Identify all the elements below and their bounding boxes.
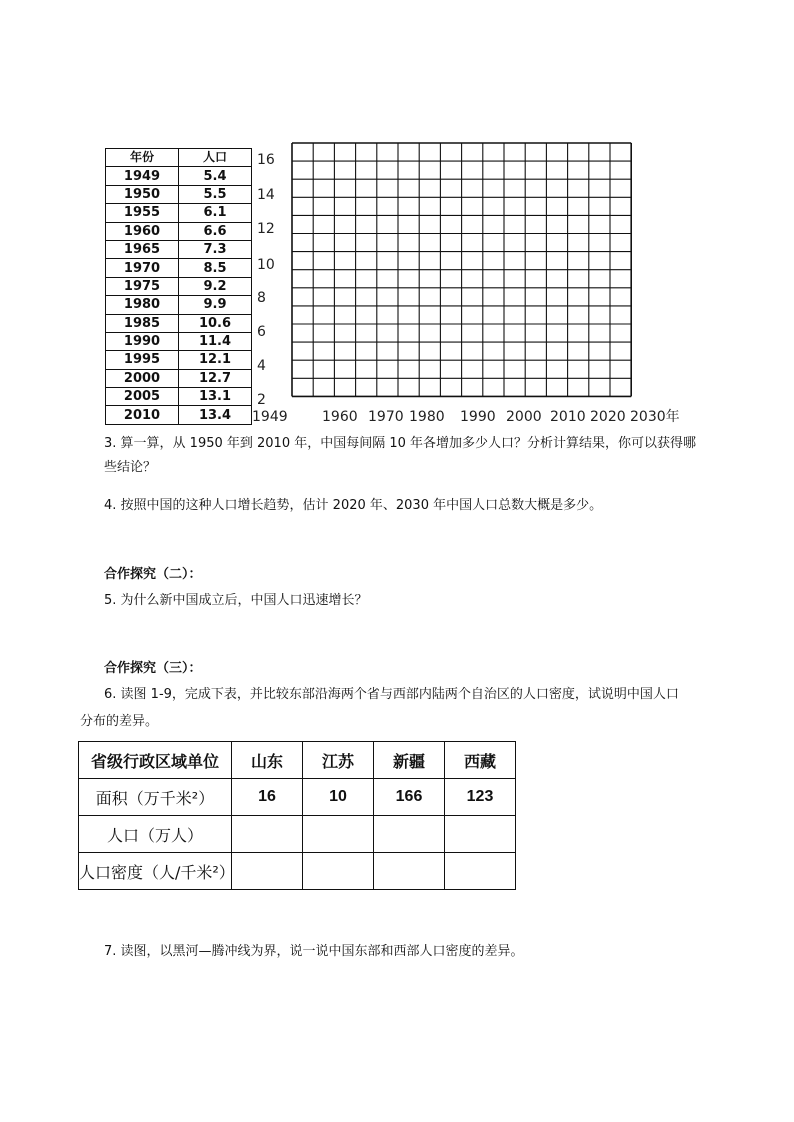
region-table-population-row: [79, 816, 516, 853]
region-density-table: [78, 741, 516, 890]
density-jiangsu-cell[interactable]: [303, 853, 374, 890]
population-table: [105, 148, 252, 425]
population-cell: 10.6: [179, 314, 252, 332]
y-axis-label: 8: [257, 290, 266, 306]
table-row: [106, 259, 252, 277]
population-cell: 7.3: [179, 240, 252, 258]
region-table-density-row: [79, 853, 516, 890]
year-cell: 1985: [106, 314, 179, 332]
population-cell: 5.5: [179, 185, 252, 203]
region-table-header-row: [79, 742, 516, 779]
year-cell: 1980: [106, 296, 179, 314]
year-cell: 1970: [106, 259, 179, 277]
population-xizang-cell[interactable]: [445, 816, 516, 853]
x-axis-label: 2030年: [630, 409, 680, 425]
population-cell: 9.9: [179, 296, 252, 314]
grid-lines: [292, 143, 631, 396]
year-cell: 1955: [106, 204, 179, 222]
population-jiangsu-cell[interactable]: [303, 816, 374, 853]
year-cell: 1995: [106, 351, 179, 369]
year-cell: 1950: [106, 185, 179, 203]
population-cell: 11.4: [179, 332, 252, 350]
population-cell: 6.1: [179, 204, 252, 222]
year-cell: 1960: [106, 222, 179, 240]
y-axis-label: 14: [257, 187, 275, 203]
question-3-line1: 3. 算一算，从 1950 年到 2010 年，中国每间隔 10 年各增加多少人口？分析计算结果，你可以获得哪: [104, 436, 697, 451]
region-table-area-row: [79, 779, 516, 816]
header-population: 人口: [179, 149, 252, 167]
y-axis-label: 2: [257, 392, 266, 408]
region-header-jiangsu: 江苏: [303, 742, 374, 779]
population-cell: 12.7: [179, 369, 252, 387]
section-heading-2: 合作探究（二）：: [104, 567, 202, 582]
y-axis-label: 6: [257, 324, 266, 340]
area-jiangsu: 10: [303, 779, 374, 816]
x-axis-label: 1960: [322, 409, 358, 425]
x-axis-label: 1949: [252, 409, 288, 425]
year-cell: 2000: [106, 369, 179, 387]
population-cell: 12.1: [179, 351, 252, 369]
y-axis-label: 10: [257, 257, 275, 273]
x-axis-label: 1990: [460, 409, 496, 425]
area-xinjiang: 166: [374, 779, 445, 816]
region-header-label: 省级行政区域单位: [79, 742, 232, 779]
year-cell: 1965: [106, 240, 179, 258]
year-cell: 2010: [106, 406, 179, 424]
population-cell: 6.6: [179, 222, 252, 240]
density-xinjiang-cell[interactable]: [374, 853, 445, 890]
blank-grid-chart: [250, 140, 680, 430]
question-5: 5. 为什么新中国成立后，中国人口迅速增长？: [104, 593, 368, 608]
area-shandong: 16: [232, 779, 303, 816]
year-cell: 1990: [106, 332, 179, 350]
table-row: [106, 406, 252, 424]
question-7: 7. 读图，以黑河—腾冲线为界，说一说中国东部和西部人口密度的差异。: [104, 944, 524, 959]
question-3-line2: 些结论？: [104, 460, 157, 475]
population-shandong-cell[interactable]: [232, 816, 303, 853]
table-row: [106, 351, 252, 369]
population-label: 人口（万人）: [79, 816, 232, 853]
population-table-header: [106, 149, 252, 167]
region-header-shandong: 山东: [232, 742, 303, 779]
table-row: [106, 332, 252, 350]
table-row: [106, 369, 252, 387]
header-year: 年份: [106, 149, 179, 167]
density-xizang-cell[interactable]: [445, 853, 516, 890]
population-cell: 9.2: [179, 277, 252, 295]
question-6-line1: 6. 读图 1-9，完成下表，并比较东部沿海两个省与西部内陆两个自治区的人口密度，试说明中国人口: [104, 687, 679, 702]
section-heading-3: 合作探究（三）：: [104, 661, 202, 676]
y-axis-label: 12: [257, 221, 275, 237]
region-header-xizang: 西藏: [445, 742, 516, 779]
question-4: 4. 按照中国的这种人口增长趋势，估计 2020 年、2030 年中国人口总数大概是多少。: [104, 498, 603, 513]
x-axis-label: 1980: [409, 409, 445, 425]
year-cell: 1949: [106, 167, 179, 185]
question-6-line2: 分布的差异。: [80, 714, 159, 729]
table-row: [106, 388, 252, 406]
region-header-xinjiang: 新疆: [374, 742, 445, 779]
area-xizang: 123: [445, 779, 516, 816]
area-label: 面积（万千米²）: [79, 779, 232, 816]
population-cell: 13.4: [179, 406, 252, 424]
density-label: 人口密度（人/千米²）: [79, 853, 232, 890]
x-axis-label: 1970: [368, 409, 404, 425]
table-row: [106, 240, 252, 258]
year-cell: 1975: [106, 277, 179, 295]
table-row: [106, 296, 252, 314]
density-shandong-cell[interactable]: [232, 853, 303, 890]
x-axis-label: 2020: [590, 409, 626, 425]
table-row: [106, 222, 252, 240]
table-row: [106, 277, 252, 295]
table-row: [106, 204, 252, 222]
population-cell: 13.1: [179, 388, 252, 406]
population-xinjiang-cell[interactable]: [374, 816, 445, 853]
x-axis-label: 2000: [506, 409, 542, 425]
population-cell: 5.4: [179, 167, 252, 185]
table-row: [106, 167, 252, 185]
table-row: [106, 185, 252, 203]
population-cell: 8.5: [179, 259, 252, 277]
y-axis-label: 4: [257, 358, 266, 374]
y-axis-label: 16: [257, 152, 275, 168]
year-cell: 2005: [106, 388, 179, 406]
table-row: [106, 314, 252, 332]
x-axis-label: 2010: [550, 409, 586, 425]
